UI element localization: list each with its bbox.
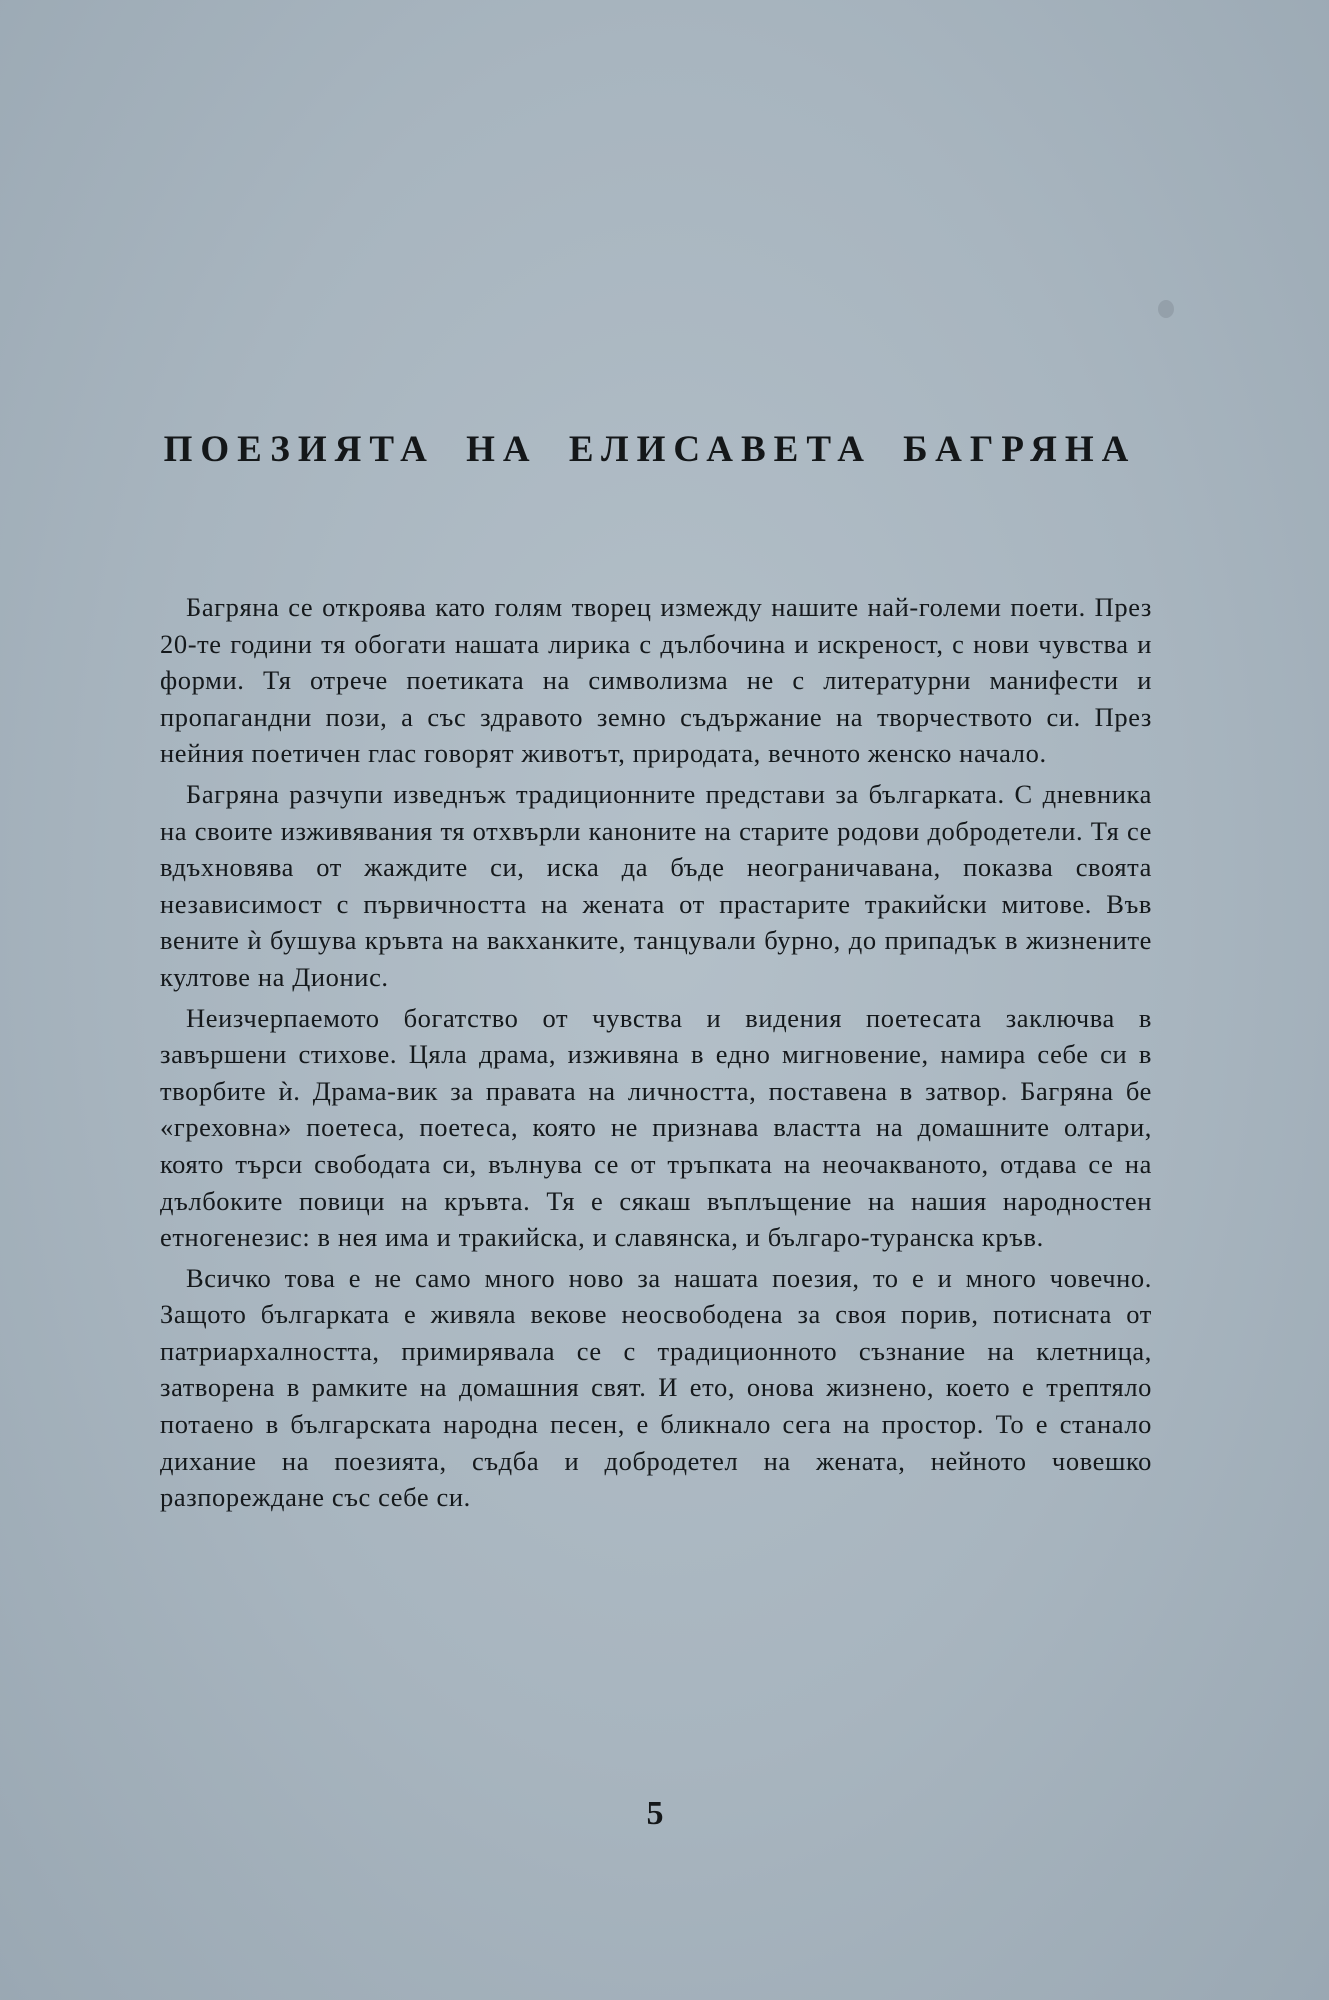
paragraph-4: Всичко това е не само много ново за нашата поезия, то е и много човечно. Защото българката е живяла векове неосвободена за своя порив, потисната от патриархалността, примирявала се с традиционното съзнание на клетница, затворена в рамките на домашния свят. И ето, онова жизнено, което е трептяло потаено в българската народна песен, е бликнало сега на простор. То е станало дихание на поезията, съдба и добродетел на жената, нейното човешко разпореждане със себе си.	[160, 1262, 1152, 1513]
page-number: 5	[646, 1795, 664, 1832]
body-text	[160, 589, 1152, 1516]
paper-speck	[1158, 300, 1174, 318]
paragraph-3: Неизчерпаемото богатство от чувства и видения поетесата заключва в завършени стихове. Цяла драма, изживяна в едно мигновение, намира себе си в творбите ѝ. Драма-вик за правата на личността, поставена в затвор. Багряна бе «греховна» поетеса, поетеса, която не признава властта на домашните олтари, която търси свободата си, вълнува се от тръпката на неочакваното, отдава се на дълбоките повици на кръвта. Тя е сякаш въплъщение на нашия народностен етногенезис: в нея има и тракийска, и славянска, и българо-туранска кръв.	[160, 1002, 1152, 1253]
chapter-title: ПОЕЗИЯТА НА ЕЛИСАВЕТА БАГРЯНА	[163, 429, 1137, 470]
paragraph-2: Багряна разчупи изведнъж традиционните представи за българката. С дневника на своите изживявания тя отхвърли каноните на старите родови добродетели. Тя се вдъхновява от жаждите си, иска да бъде неограничавана, показва своята независимост с първичността на жената от прастарите тракийски митове. Във вените ѝ бушува кръвта на вакханките, танцували бурно, до припадък в жизнените култове на Дионис.	[160, 778, 1152, 992]
paragraph-1: Багряна се откроява като голям творец измежду нашите най-големи поети. През 20-те години тя обогати нашата лирика с дълбочина и искреност, с нови чувства и форми. Тя отрече поетиката на символизма не с литературни манифести и пропагандни пози, а със здравото земно съдържание на творчеството си. През нейния поетичен глас говорят животът, природата, вечното женско начало.	[160, 592, 1152, 769]
